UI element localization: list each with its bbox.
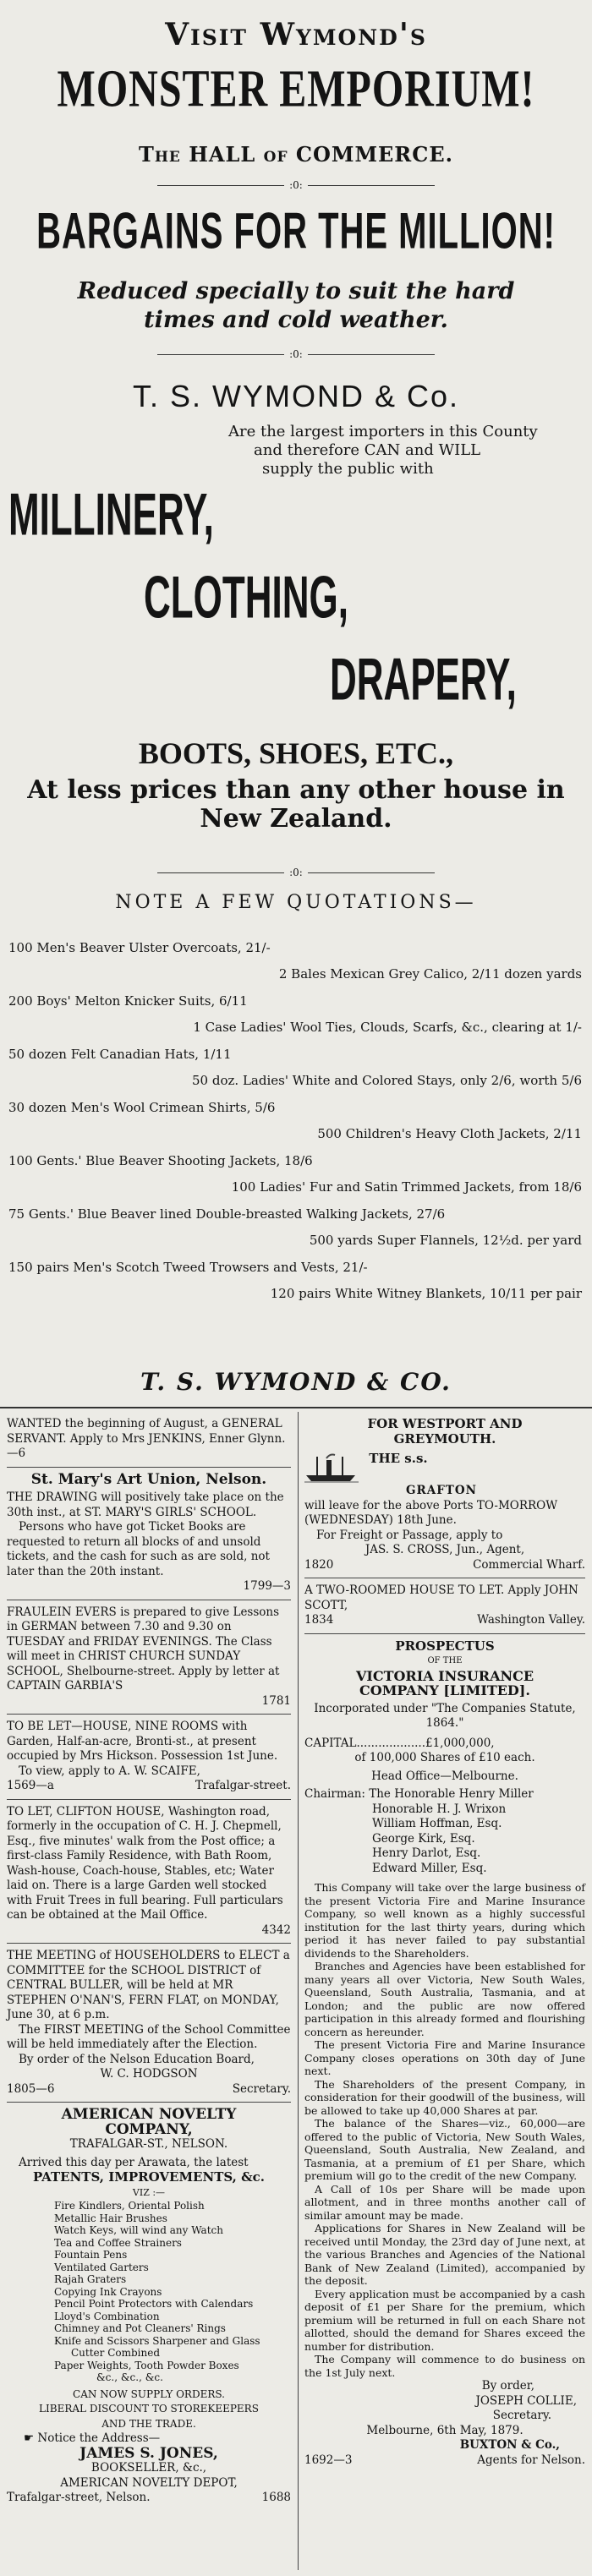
largest-line-3: supply the public with <box>262 460 434 478</box>
art-union-body: THE DRAWING will positively take place on the 30th inst., at ST. MARY'S GIRLS' SCHOOL. <box>7 1490 284 1519</box>
ornament-3: :0: <box>0 867 592 878</box>
clifton-ad: TO LET, CLIFTON HOUSE, Washington road, formerly in the occupation of C. H. J. Chepmell, Esq., five minutes' walk from the Post office; a first-class Family Residence, with Bath Room, Wash-house, Coach-house, Stables, etc; Water laid on. There is a large Garden well stocked with Fruit Trees in full bearing. Full particulars can be obtained at the Mail Office. <box>7 1804 283 1922</box>
rule <box>7 2102 291 2103</box>
reduced-line-2: times and cold weather. <box>144 307 448 333</box>
westport-1: FOR WESTPORT AND <box>367 1416 523 1431</box>
prospectus: PROSPECTUS <box>395 1638 495 1654</box>
of-the: OF THE <box>427 1656 463 1665</box>
millinery-heading: MILLINERY, <box>8 482 214 549</box>
freight: For Freight or Passage, apply to <box>316 1528 503 1542</box>
list-item: William Hoffman, Esq. <box>372 1817 502 1830</box>
novelty-address: TRAFALGAR-ST., NELSON. <box>69 2137 228 2151</box>
shares: of 100,000 Shares of £10 each. <box>354 1751 535 1764</box>
collie: JOSEPH COLLIE, <box>475 2393 577 2408</box>
list-item: Edward Miller, Esq. <box>372 1861 487 1875</box>
body-paragraph: Applications for Shares in New Zealand will be received until Monday, the 23rd day of June next, at the various Branches and Agencies of the National Bank of New Zealand (Limited), accompanied by the deposit. <box>304 2222 585 2287</box>
clothing-heading: CLOTHING, <box>144 565 348 632</box>
wanted-text: WANTED the beginning of August, a GENERAL SERVANT. Apply to Mrs JENKINS, Enner Glynn. <box>7 1417 286 1446</box>
quotation-item: 50 doz. Ladies' White and Colored Stays, only 2/6, worth 5/6 <box>192 1073 582 1088</box>
depot-street: Trafalgar-street, Nelson. <box>7 2491 151 2504</box>
rule <box>7 1943 291 1944</box>
quotation-item: 500 Children's Heavy Cloth Jackets, 2/11 <box>317 1126 582 1141</box>
body-paragraph: The present Victoria Fire and Marine Insurance Company closes operations on 30th day of June next. <box>304 2038 585 2077</box>
cross: JAS. S. CROSS, Jun., Agent, <box>365 1543 525 1556</box>
list-item: Paper Weights, Tooth Powder Boxes <box>54 2359 239 2371</box>
notice-label: Notice the Address— <box>37 2431 161 2445</box>
discount-2: AND THE TRADE. <box>101 2417 196 2430</box>
prospectus-body <box>304 1881 585 2379</box>
steamship-icon <box>304 1452 359 1484</box>
drapery-heading: DRAPERY, <box>330 647 517 714</box>
jones-name: JAMES S. JONES, <box>79 2444 218 2462</box>
art-union-title: St. Mary's Art Union, Nelson. <box>30 1470 267 1488</box>
left-column <box>7 1417 291 2506</box>
cross-wharf: Commercial Wharf. <box>473 1557 585 1572</box>
victoria-title: VICTORIA INSURANCE <box>355 1667 534 1684</box>
fraulein-no: 1781 <box>261 1693 291 1708</box>
list-item: Honorable H. J. Wrixon <box>372 1802 507 1816</box>
secretary: Secretary. <box>492 2409 551 2422</box>
meeting-2: The FIRST MEETING of the School Committee will be held immediately after the Election. <box>7 2022 291 2051</box>
buxton-footer <box>304 2453 585 2469</box>
largest-line-1: Are the largest importers in this County <box>228 423 538 440</box>
wanted-no: —6 <box>7 1447 26 1460</box>
chairman: Chairman: The Honorable Henry Miller <box>304 1787 534 1801</box>
reduced-text <box>34 277 558 335</box>
list-item: Tea and Coffee Strainers <box>54 2236 182 2249</box>
less-line-2: New Zealand. <box>200 804 392 834</box>
list-item: Rajah Graters <box>54 2273 127 2285</box>
novelty-items <box>7 2200 291 2384</box>
grafton-body: will leave for the above Ports TO-MORROW (WEDNESDAY) 18th June. <box>304 1498 558 1527</box>
quotation-item: 30 dozen Men's Wool Crimean Shirts, 5/6 <box>8 1100 276 1115</box>
capital: CAPITAL...................£1,000,000, <box>304 1736 495 1750</box>
quotation-item: 200 Boys' Melton Knicker Suits, 6/11 <box>8 993 248 1009</box>
headline-hall: The HALL of COMMERCE. <box>139 142 453 167</box>
quotation-item: 50 dozen Felt Canadian Hats, 1/11 <box>8 1047 232 1062</box>
by-order: By order, <box>481 2379 534 2393</box>
rule <box>7 1714 291 1715</box>
meeting-3: By order of the Nelson Education Board, <box>19 2052 255 2066</box>
two-room-ad: A TWO-ROOMED HOUSE TO LET. Apply JOHN SCOTT, <box>304 1583 578 1612</box>
clifton-no: 4342 <box>261 1922 291 1937</box>
directors-list <box>304 1802 585 1877</box>
novelty-title-2: COMPANY, <box>105 2120 193 2138</box>
art-union-no: 1799—3 <box>243 1579 291 1593</box>
list-item: Copying Ink Crayons <box>54 2285 162 2298</box>
list-item: Ventilated Garters <box>54 2261 149 2273</box>
wanted-ad <box>7 1417 291 1462</box>
quotation-item: 100 Ladies' Fur and Satin Trimmed Jackets, from 18/6 <box>231 1179 582 1195</box>
body-paragraph: Branches and Agencies have been established for many years all over Victoria, New South Wales, Queensland, South Australia, Tasmania, and at London; and the public are now offered participation in this already formed and flourishing concern as hereunder. <box>304 1960 585 2038</box>
arrived-text: Arrived this day per Arawata, the latest <box>19 2155 249 2169</box>
quotation-item: 100 Men's Beaver Ulster Overcoats, 21/- <box>8 940 271 955</box>
largest-line-2: and therefore CAN and WILL <box>254 441 481 459</box>
less-line-1: At less prices than any other house in <box>27 775 565 805</box>
signature: T. S. WYMOND & CO. <box>140 1368 452 1396</box>
divider <box>0 1407 592 1408</box>
rule <box>7 1467 291 1468</box>
ship-block <box>304 1452 585 1499</box>
depot-no: 1688 <box>261 2491 291 2504</box>
tobelet-apply: To view, apply to A. W. SCAIFE, <box>19 1764 200 1778</box>
meeting-4: W. C. HODGSON <box>100 2067 198 2081</box>
body-paragraph: The balance of the Shares—viz., 60,000—are offered to the public of Victoria, New South Wales, Queensland, South Australia, New Zealand, and Tasmania, at a premium of £1 per Share, which premium will go to the credit of the new Company. <box>304 2117 585 2182</box>
art-union-body-2: Persons who have got Ticket Books are requested to return all blocks of and unsold tickets, and the cash for such as are sold, not later than the 20th instant. <box>7 1520 270 1578</box>
patents-heading: PATENTS, IMPROVEMENTS, &c. <box>32 2169 265 2185</box>
list-item: Fire Kindlers, Oriental Polish <box>54 2200 205 2212</box>
tobelet-footer <box>7 1779 291 1794</box>
body-paragraph: This Company will take over the large business of the present Victoria Fire and Marine Insurance Company, so well known as a highly successful institution for the last thirty years, during which period it has never failed to pay substantial dividends to the Shareholders. <box>304 1881 585 1960</box>
ss-label: THE s.s. <box>369 1451 428 1466</box>
buxton-no: 1692—3 <box>304 2453 353 2467</box>
list-item: Lloyd's Combination <box>54 2310 160 2322</box>
list-item: Fountain Pens <box>54 2249 128 2261</box>
orders-text: CAN NOW SUPPLY ORDERS. <box>73 2387 225 2400</box>
rule <box>304 1633 585 1634</box>
list-item: Cutter Combined <box>71 2347 161 2359</box>
meeting-no: 1805—6 <box>7 2081 55 2096</box>
two-room-footer <box>304 1613 585 1628</box>
incorporated: Incorporated under "The Companies Statute, 1864." <box>314 1701 576 1730</box>
quotation-item: 2 Bales Mexican Grey Calico, 2/11 dozen yards <box>278 966 582 982</box>
two-room-no: 1834 <box>304 1613 334 1627</box>
list-item: &c., &c., &c. <box>96 2371 163 2383</box>
melbourne-date: Melbourne, 6th May, 1879. <box>366 2423 523 2437</box>
westport-2: GREYMOUTH. <box>393 1430 496 1447</box>
quotation-item: 75 Gents.' Blue Beaver lined Double-breasted Walking Jackets, 27/6 <box>8 1206 446 1222</box>
tobelet-street: Trafalgar-street. <box>195 1779 291 1792</box>
body-paragraph: The Company will commence to do business on the 1st July next. <box>304 2353 585 2379</box>
quotation-item: 120 pairs White Witney Blankets, 10/11 per pair <box>270 1286 582 1301</box>
pointing-hand-icon: ☛ <box>24 2431 35 2445</box>
buxton: BUXTON & Co., <box>459 2438 560 2452</box>
notice-text <box>7 2431 291 2447</box>
right-column <box>304 1417 585 2468</box>
meeting-ad: THE MEETING of HOUSEHOLDERS to ELECT a COMMITTEE for the SCHOOL DISTRICT of CENTRAL BULLER, will be held at MR STEPHEN O'NAN'S, FERN FLAT, on MONDAY, June 30, at 6 p.m. <box>7 1949 290 2021</box>
two-room-street: Washington Valley. <box>477 1613 585 1627</box>
rule <box>7 1799 291 1800</box>
list-item: George Kirk, Esq. <box>372 1831 475 1846</box>
body-paragraph: A Call of 10s per Share will be made upon allotment, and in three months another call of similar amount may be made. <box>304 2182 585 2222</box>
body-paragraph: The Shareholders of the present Company, in consideration for their goodwill of the business, will be allowed to take up 40,000 Shares at par. <box>304 2077 585 2117</box>
depot-footer <box>7 2491 291 2506</box>
head-office: Head Office—Melbourne. <box>371 1769 518 1783</box>
company-title: COMPANY [LIMITED]. <box>359 1682 530 1698</box>
headline-visit: Visit Wymond's <box>165 17 427 52</box>
list-item: Watch Keys, will wind any Watch <box>54 2224 223 2236</box>
list-item: Henry Darlot, Esq. <box>372 1846 481 1860</box>
tobelet-ad: TO BE LET—HOUSE, NINE ROOMS with Garden, Half-an-acre, Bronti-st., at present occupied by Mrs Hickson. Possession 1st June. <box>7 1720 278 1763</box>
boots-heading: BOOTS, SHOES, ETC., <box>138 736 454 770</box>
agents: Agents for Nelson. <box>477 2453 585 2467</box>
less-prices-text <box>0 776 592 834</box>
tobelet-no: 1569—a <box>7 1779 54 1792</box>
list-item: Chimney and Pot Cleaners' Rings <box>54 2322 226 2334</box>
quotation-item: 150 pairs Men's Scotch Tweed Trowsers and Vests, 21/- <box>8 1260 368 1275</box>
quotation-item: 1 Case Ladies' Wool Ties, Clouds, Scarfs, &c., clearing at 1/- <box>193 1020 582 1035</box>
list-item: Knife and Scissors Sharpener and Glass <box>54 2334 260 2347</box>
ornament: :0: <box>0 179 592 191</box>
cross-no: 1820 <box>304 1557 334 1572</box>
quotation-item: 500 yards Super Flannels, 12½d. per yard <box>309 1233 582 1248</box>
reduced-line-1: Reduced specially to suit the hard <box>77 278 515 304</box>
grafton-name: GRAFTON <box>406 1484 477 1497</box>
depot: AMERICAN NOVELTY DEPOT, <box>60 2475 238 2490</box>
novelty-title-1: AMERICAN NOVELTY <box>61 2106 237 2123</box>
meeting-footer <box>7 2082 291 2097</box>
ornament-2: :0: <box>0 348 592 360</box>
fraulein-ad: FRAULEIN EVERS is prepared to give Lessons in GERMAN between 7.30 and 9.30 on TUESDAY and FRIDAY EVENINGS. The Class will meet in CHRIST CHURCH SUNDAY SCHOOL, Shelbourne-street. Apply by letter at CAPTAIN GARBIA'S <box>7 1605 280 1693</box>
company-name: T. S. WYMOND & Co. <box>132 379 460 413</box>
list-item: Pencil Point Protectors with Calendars <box>54 2298 254 2310</box>
discount-1: LIBERAL DISCOUNT TO STOREKEEPERS <box>39 2403 259 2415</box>
quotations-heading: NOTE A FEW QUOTATIONS— <box>115 892 477 913</box>
column-divider <box>298 1412 299 2570</box>
quotation-item: 100 Gents.' Blue Beaver Shooting Jackets, 18/6 <box>8 1153 313 1168</box>
meeting-secretary: Secretary. <box>232 2081 291 2096</box>
headline-emporium: MONSTER EMPORIUM! <box>57 60 535 118</box>
body-paragraph: Every application must be accompanied by a cash deposit of £1 per Share for the premium, which premium will be returned in full on each Share not allotted, should the demand for Shares exceed the number for distribution. <box>304 2287 585 2353</box>
cross-footer <box>304 1558 585 1573</box>
list-item: Metallic Hair Brushes <box>54 2212 167 2224</box>
viz: VIZ :— <box>132 2186 166 2198</box>
bookseller: BOOKSELLER, &c., <box>90 2461 207 2475</box>
largest-text <box>228 423 584 479</box>
headline-bargains: BARGAINS FOR THE MILLION! <box>36 203 556 260</box>
